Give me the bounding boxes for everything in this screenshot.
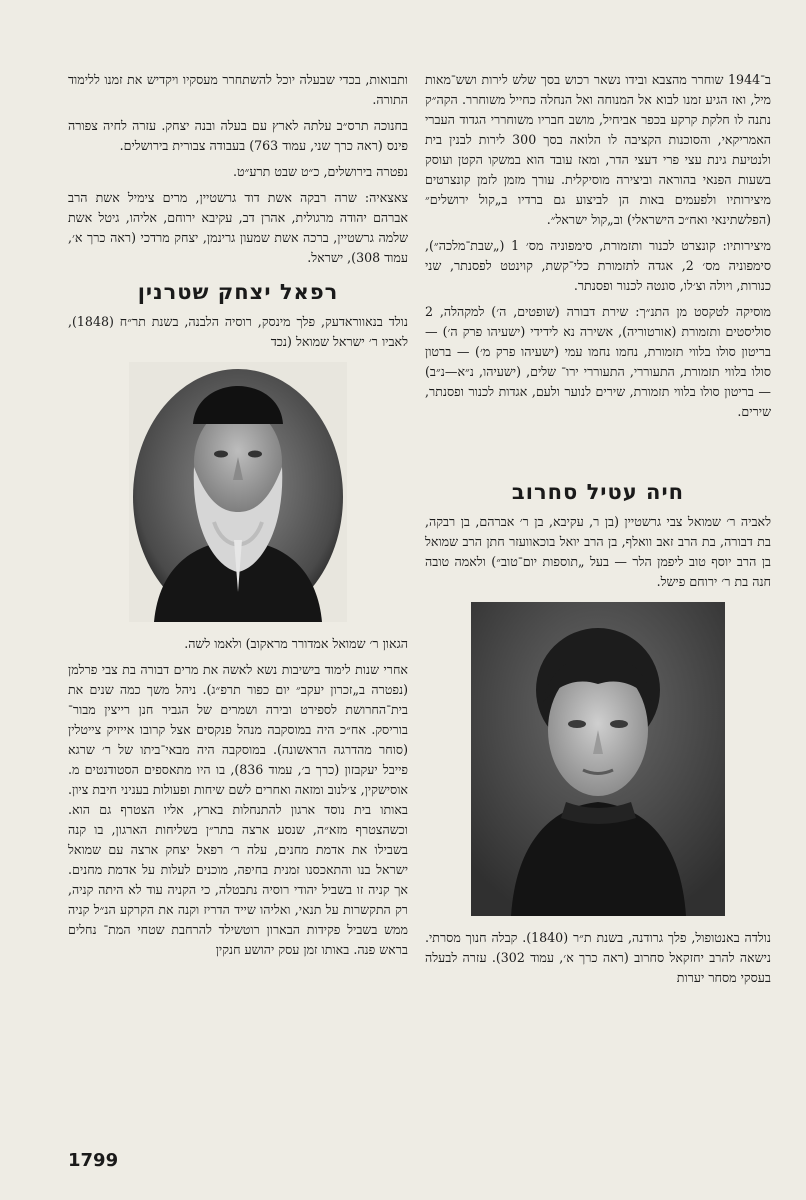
heading-chaya-sacharov: חיה עטיל סחרוב bbox=[511, 480, 685, 504]
paragraph-refael-birth: נולד בנאווראדעק, פלך מינסק, רוסיה הלבנה, בשנת תר״ח (1848), לאביו ר׳ ישראל שמואל (נכד bbox=[68, 314, 408, 349]
paragraph-military-release: ב־1944 שוחרר מהצבא ובידו נשאר רכוש בסך שלש לירות ושש־מאות מיל, ואז הגיע זמנו לבוא אל המנוחה ואל הנחלה כחייל משוחרר. הקה״ק נתנה לו חלקת קרקע בכפר אביחיל, מושב חבריו משוחררי הגדוד העברי האמריקאי, והסוכנות הקציבה לו הלואה בסך 300 לירות לבנין בית ולנטיעת גינת עצי פרי דעצי הדר, ומאז עובד הוא במשקו הקטן ועוסק בשעות הפנאי בהוראה וביצירה מוסיקלית. עורך מזמן לזמן קונצרטים מיצירותיו ולפעמים באות הן לביצוע גם ברדיו ב„קול ירושלים״ (הפלשתינאי ואח״כ הישראלי) וב„קול ישראל״. bbox=[425, 72, 771, 227]
portrait-refael-sternin bbox=[129, 362, 347, 622]
portrait-chaya-sacharov bbox=[471, 602, 725, 916]
paragraph-descendants: צאצאיה: שרה רבקה אשת דוד גרשטיין, מרים צימיל אשת הרב אברהם יהודה מרגולית, אהרן דב, עקיבא ירוחם, אליהו, גיטל אשת שלמה גרשטיין, ברכה אשת שמעון גרינמן, יצחק מרדכי (ראה כרך א׳, עמוד 308), ישראל. bbox=[68, 190, 408, 265]
paragraph-works: מיצירותיו: קונצרט לכנור ותזמורת, סימפוניה מס׳ 1 („שבת־מלכה״), סימפוניה מס׳ 2, אגדה לתזמורת כלי־קשת, קוינטט לפסנתר, שני כנורות, ויולה וצ׳לו, סונטה לכנור ופסנתר. bbox=[425, 238, 771, 293]
paragraph-chaya-lineage: לאביה ר׳ שמואל צבי גרשטיין (בן ר, עקיבא, בן ר׳ אברהם, בן רבקה, בת דבורה, בת הרב זאב וואלף, בן הרב יואל בוכאוועזר חתן הרב שמואל בן הרב יוסף טוב ליפמן הלר — בעל „תוספות יום־טוב״) ולאמה טובה חנה בת ר׳ ירוחם פישל. bbox=[425, 514, 771, 589]
paragraph-refael-father: הגאון ר׳ שמואל אמדורר מראקוב) ולאמו לשה. bbox=[184, 636, 408, 651]
heading-refael-sternin: רפאל יצחק שטרנין bbox=[137, 280, 339, 304]
paragraph-refael-biography: אחרי שנות לימוד בישיבות נשא לאשה את מרים דבורה בת צבי פרלמן (נפטרה ב„זכרון יעקב״ יום כפור תרפ״ג). ניהל משך כמה שנים את בית־החרושת לספירט ובירה ושמרים של הגביר חנן רייצין מבור־ בוריסק. אח״כ היה במוסקבה מנהל פנקסים אצל קרובו אייזיק צייטלין (סוחר מהדרגה הראשונה). במוסקבה היה מבאי־ביתו של ר׳ שרגא פייבל יעקבזון (כרך ב׳, עמוד 836), בו היו מתאספים הסטודנטים מ. אוסישקין, צ׳לנוב ומזאה ואחרים לשם שיחות ופעולות בעניני חיבת ציון. באותו בית נוסד ארגון להתנחלות בארץ, אליו הצטרף גם הוא. וכשהצטרף מזא״ה, שנסע ארצה בתר״ן בשליחות הארגון, בו קנה בשבילו את אדמת מחנים, עלה ר׳ רפאל יצחק ארצה עם שמואל ישראל בנו והתאכסנו זמנית בחיפה, מוכנים לעלות על אדמת מחנים. אך קניה זו בשביל יהודי רוסיה נתבטלה, כי הקניה עוד לא היתה קניה, רק התקשרות על תנאי, ואליהו שייד הדריז וקנה את הקרקע הנ״ל קניה ממש בשביל פקידות הבארון רוטשילד להרחבת שטחי המת־ נחלים בראש פנה. באותו זמן עסק יהושע חנקין bbox=[68, 662, 409, 957]
man-portrait-image bbox=[129, 362, 347, 622]
paragraph-death: נפטרה בירושלים, כ״ט שבט תרע״ט. bbox=[232, 164, 408, 179]
left-column bbox=[68, 70, 408, 966]
paragraph-bible-music: מוסיקה לטקסט מן התנ״ך: שירת דבורה (שופטים, ה׳) למקהלה, 2 סוליסטים ותזמורת (אורטוריה), אשירה נא לידידי (ישעיהו פרק ה׳) — בריטון סולו בלווי תזמורת, נחמו נחמו עמי (ישעיהו פרק מ׳) — ברטון סולו בלווי תזמורת, התעוררי, התעוררי ירו־ שלים, (ישעיהו, נ״א—נ״ב) — בריטון סולו בלווי תזמורת, שירים לנוער ולעם, אגדות לכנור ופסנתר, שירים. bbox=[425, 304, 771, 419]
right-column bbox=[425, 70, 771, 994]
paragraph-continuation: ותבואות, בכדי שבעלה יוכל להשתחרר מעסקיו ויקדיש את זמנו ללימוד התורה. bbox=[68, 72, 408, 107]
page-number: 1799 bbox=[68, 1150, 119, 1171]
woman-portrait-image bbox=[471, 602, 725, 916]
paragraph-aliyah: בחנוכה תרס״ב עלתה לארץ עם בעלה ובנה יצחק. עזרה לחיה צפורה פינס (ראה כרך שני, עמוד 763) בעבודה צבורית בירושלים. bbox=[68, 118, 408, 153]
paragraph-chaya-birth: נולדה באנטופול, פלך גרודנה, בשנת ת״ר (1840). קבלה חנוך מסרתי. נישאה להרב יחזקאל סחרוב (ראה כרך א׳, עמוד 302). עזרה לבעלה בעסקי מסחר יערות bbox=[425, 930, 771, 985]
